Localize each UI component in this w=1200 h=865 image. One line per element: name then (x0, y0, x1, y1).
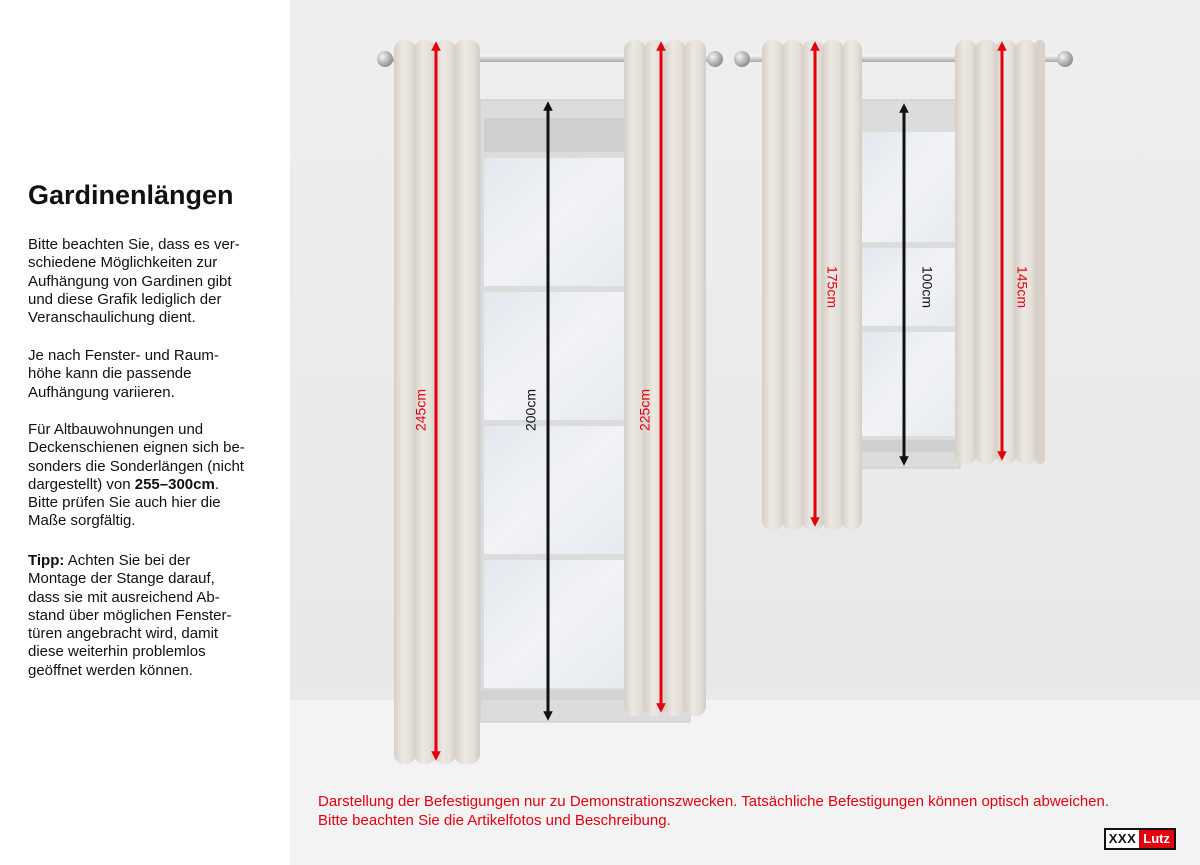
curtain-panel-4 (955, 40, 1045, 464)
label-175: 175cm (824, 265, 841, 309)
curtain-illustration (290, 0, 1200, 865)
special-lengths-note: . Bitte prüfen Sie auch hier die Maße sorgfältig. (28, 475, 221, 530)
tip-text: Achten Sie bei der Montage der Stange darauf, dass sie mit ausreichend Ab- stand über möglichen Fenster- türen angebracht wird, damit diese weiterhin problemlos geöffnet werden können. (28, 552, 232, 679)
tip-label: Tipp: (28, 552, 65, 569)
intro-paragraph: Bitte beachten Sie, dass es ver- schiedene Möglichkeiten zur Aufhängung von Gardinen gibt und diese Grafik lediglich der Veranschaulichung dient. (28, 236, 240, 327)
curtain-panel-2 (624, 40, 706, 716)
label-145: 145cm (1014, 265, 1031, 309)
info-panel (0, 0, 290, 865)
special-lengths-paragraph (28, 421, 268, 531)
logo-lutz: Lutz (1139, 830, 1174, 848)
xxxlutz-logo (1104, 828, 1176, 850)
tip-paragraph (28, 552, 268, 680)
curtain-panel-3 (762, 40, 862, 530)
disclaimer-line-1: Darstellung der Befestigungen nur zu Demonstrationszwecken. Tatsächliche Befestigungen können optisch abweichen. (318, 793, 1110, 810)
special-lengths-text: Für Altbauwohnungen und Deckenschienen eignen sich be- sonders die Sonderlängen (nicht dargestellt) von (28, 421, 245, 493)
label-200: 200cm (522, 388, 539, 432)
page-title: Gardinenlängen (28, 180, 234, 210)
label-245: 245cm (412, 388, 429, 432)
label-225: 225cm (636, 388, 653, 432)
small-window (860, 100, 960, 468)
label-100: 100cm (919, 265, 936, 309)
disclaimer (318, 792, 1188, 830)
logo-xxx: XXX (1106, 830, 1140, 848)
disclaimer-line-2: Bitte beachten Sie die Artikelfotos und Beschreibung. (318, 812, 671, 829)
window-height-paragraph: Je nach Fenster- und Raum- höhe kann die passende Aufhängung variieren. (28, 347, 219, 401)
special-lengths-range: 255–300cm (134, 475, 215, 493)
